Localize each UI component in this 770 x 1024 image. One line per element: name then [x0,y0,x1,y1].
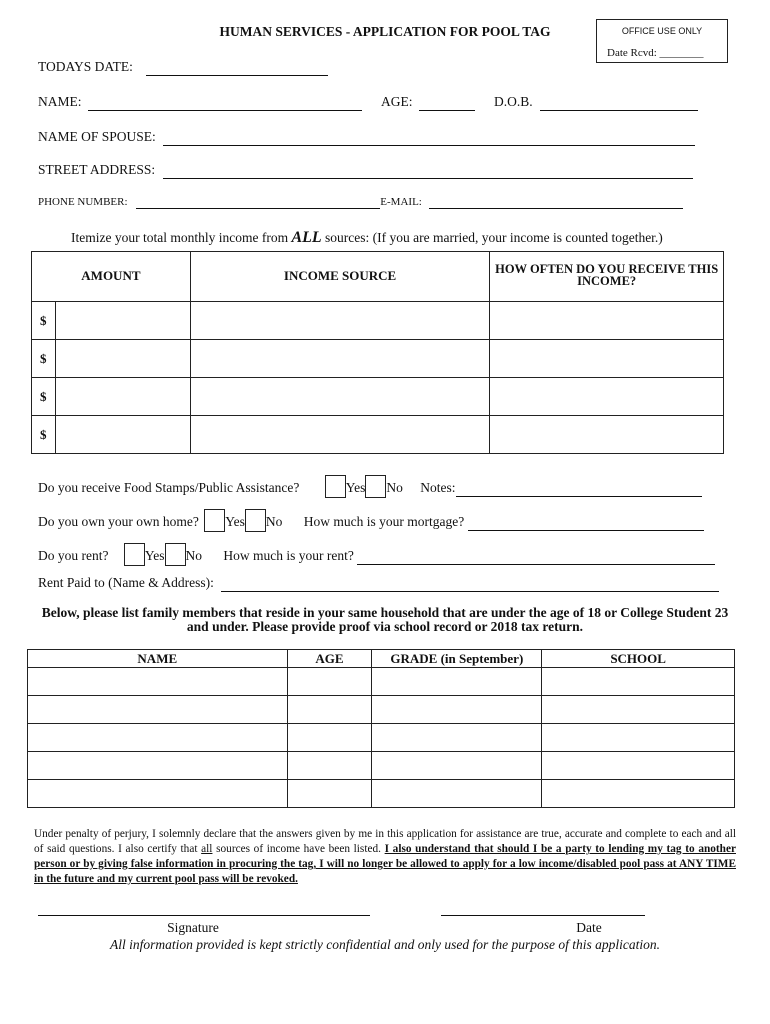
phone-email-row [38,196,683,209]
own-home-question: Do you own your own home? [38,514,199,529]
no-label: No [265,514,283,529]
member-school-cell[interactable] [542,724,735,752]
yes-label: Yes [225,514,245,529]
spouse-row [38,129,695,146]
member-school-cell[interactable] [542,752,735,780]
income-prompt [71,229,663,247]
declaration-text: Under penalty of perjury, I solemnly declare that the answers given by me in this application for assistance are true, accurate and complete to each and all of said questions. I also certify that [34,828,736,855]
income-prompt-text-end: sources: (If you are married, your income is counted together.) [321,230,663,245]
amount-cell[interactable] [55,302,190,340]
name-field[interactable] [88,94,362,111]
household-header-school: SCHOOL [542,650,735,668]
street-label: STREET ADDRESS: [38,162,156,177]
income-header-source: INCOME SOURCE [190,252,490,302]
street-field[interactable] [163,162,693,179]
dob-label: D.O.B. [494,94,533,109]
date-received-label: Date Rcvd: ________ [607,47,704,59]
member-grade-cell[interactable] [372,696,542,724]
table-row [28,752,735,780]
food-stamps-row [38,475,702,498]
member-name-cell[interactable] [28,668,288,696]
declaration-text-2: sources of income have been listed. [212,843,385,855]
todays-date-label: TODAYS DATE: [38,59,133,74]
table-row [32,302,724,340]
signature-label: Signature [167,920,219,935]
spouse-field[interactable] [163,129,695,146]
member-name-cell[interactable] [28,696,288,724]
income-header-frequency: HOW OFTEN DO YOU RECEIVE THIS INCOME? [490,252,724,302]
notes-label: Notes: [420,480,456,495]
table-row [32,340,724,378]
member-age-cell[interactable] [287,780,372,808]
date-line[interactable] [441,915,645,916]
dollar-sign: $ [32,302,56,340]
name-label: NAME: [38,94,82,109]
yes-label: Yes [144,548,165,563]
confidentiality-notice: All information provided is kept strictly confidential and only used for the purpose of this application. [110,937,660,952]
frequency-cell[interactable] [490,302,724,340]
no-label: No [185,548,203,563]
food-stamps-yes-checkbox[interactable] [325,475,346,498]
household-header-age: AGE [287,650,372,668]
member-grade-cell[interactable] [372,752,542,780]
table-row [28,724,735,752]
email-label: E-MAIL: [380,196,422,208]
member-age-cell[interactable] [287,724,372,752]
spouse-label: NAME OF SPOUSE: [38,129,156,144]
email-field[interactable] [429,196,683,209]
frequency-cell[interactable] [490,378,724,416]
dob-field[interactable] [540,94,698,111]
member-age-cell[interactable] [287,696,372,724]
age-label: AGE: [381,94,413,109]
member-grade-cell[interactable] [372,668,542,696]
frequency-cell[interactable] [490,416,724,454]
age-field[interactable] [419,94,475,111]
table-row [28,668,735,696]
member-school-cell[interactable] [542,696,735,724]
member-name-cell[interactable] [28,724,288,752]
mortgage-field[interactable] [468,514,704,531]
street-row [38,162,693,179]
amount-cell[interactable] [55,340,190,378]
rent-row [38,543,715,566]
dollar-sign: $ [32,416,56,454]
table-row [28,780,735,808]
office-use-box [596,19,728,63]
declaration-all: all [201,843,213,855]
todays-date-row [38,59,328,76]
household-instruction: Below, please list family members that reside in your same household that are under the age of 18 or College Student 23 and under. Please provide proof via school record or 2018 tax return. [41,605,729,634]
income-table [31,251,724,454]
source-cell[interactable] [190,416,490,454]
member-name-cell[interactable] [28,752,288,780]
member-school-cell[interactable] [542,668,735,696]
phone-label: PHONE NUMBER: [38,196,128,208]
household-header-name: NAME [28,650,288,668]
notes-field[interactable] [456,480,702,497]
age-row [381,94,475,111]
own-home-yes-checkbox[interactable] [204,509,225,532]
office-use-label: OFFICE USE ONLY [621,26,703,36]
own-home-no-checkbox[interactable] [245,509,266,532]
member-age-cell[interactable] [287,752,372,780]
table-row [32,416,724,454]
date-label: Date [576,920,602,935]
member-grade-cell[interactable] [372,780,542,808]
source-cell[interactable] [190,302,490,340]
dob-row [494,94,698,111]
table-row [32,378,724,416]
rent-no-checkbox[interactable] [165,543,186,566]
perjury-declaration [34,827,736,887]
dollar-sign: $ [32,378,56,416]
rent-yes-checkbox[interactable] [124,543,145,566]
own-home-row [38,509,704,532]
table-row [28,696,735,724]
phone-field[interactable] [136,196,380,209]
amount-cell[interactable] [55,416,190,454]
member-name-cell[interactable] [28,780,288,808]
dollar-sign: $ [32,340,56,378]
household-table [27,649,735,808]
member-grade-cell[interactable] [372,724,542,752]
food-stamps-no-checkbox[interactable] [365,475,386,498]
source-cell[interactable] [190,378,490,416]
mortgage-label: How much is your mortgage? [303,514,465,529]
no-label: No [386,480,403,495]
signature-line[interactable] [38,915,370,916]
income-prompt-text: Itemize your total monthly income from [71,230,292,245]
household-header-grade: GRADE (in September) [372,650,542,668]
rent-paid-field[interactable] [221,575,719,592]
todays-date-field[interactable] [146,59,328,76]
member-school-cell[interactable] [542,780,735,808]
amount-cell[interactable] [55,378,190,416]
income-header-amount: AMOUNT [32,252,191,302]
rent-paid-row [38,575,719,592]
rent-paid-label: Rent Paid to (Name & Address): [38,575,214,590]
name-row [38,94,362,111]
form-title: HUMAN SERVICES - APPLICATION FOR POOL TAG [219,24,551,39]
rent-question: Do you rent? [38,548,109,563]
frequency-cell[interactable] [490,340,724,378]
income-prompt-all: ALL [291,229,322,246]
source-cell[interactable] [190,340,490,378]
rent-amount-label: How much is your rent? [223,548,354,563]
member-age-cell[interactable] [287,668,372,696]
rent-amount-field[interactable] [357,548,715,565]
food-stamps-question: Do you receive Food Stamps/Public Assistance? [38,480,300,495]
declaration-warning: I also understand that should I be a party to lending my tag to another person or by giving false information in procuring the tag, I will no longer be allowed to apply for a low income/disabled pool pass at ANY TIME in the future and my current pool pass will be revoked. [34,843,736,885]
yes-label: Yes [345,480,366,495]
